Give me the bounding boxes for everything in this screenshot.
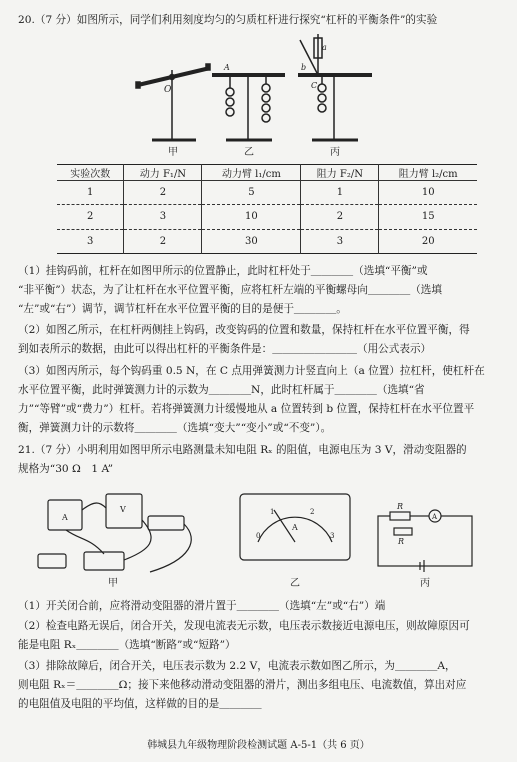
- lever-figure-bing: [298, 34, 372, 140]
- ammeter-tick-0: 0: [256, 532, 261, 540]
- cell: 10: [379, 181, 477, 205]
- q21-part1-line1: （1）开关闭合前，应将滑动变阻器的滑片置于＿＿＿＿（选填“左”或“右”）端: [18, 600, 386, 612]
- lever-figure-jia: [136, 64, 210, 140]
- q20-part1-line1: （1）挂钩码前，杠杆在如图甲所示的位置静止，此时杠杆处于＿＿＿＿（选填“平衡”或: [18, 265, 428, 277]
- cell: 20: [379, 229, 477, 253]
- caption-jia: 甲: [168, 147, 178, 158]
- caption-bing: 丙: [330, 147, 340, 158]
- fig-label-b: b: [301, 63, 307, 72]
- caption-bing: 丙: [420, 578, 430, 589]
- q20-part3-line1: （3）如图丙所示，每个钩码重 0.5 N，在 C 点用弹簧测力计竖直向上（a 位置）拉杠杆，使杠杆在: [18, 365, 485, 377]
- cell: 2: [301, 205, 379, 229]
- caption-yi: 乙: [290, 578, 300, 589]
- cell: 15: [379, 205, 477, 229]
- q20-part2-line1: （2）如图乙所示，在杠杆两侧挂上钩码，改变钩码的位置和数量，保持杠杆在水平位置平衡，得: [18, 324, 470, 336]
- lever-figure-yi: [212, 74, 285, 140]
- table-row: [57, 205, 477, 229]
- circuit-schematic-bing: [378, 510, 472, 572]
- caption-jia: 甲: [108, 578, 118, 589]
- q21-part2-line2: 能是电阻 Rₓ＿＿＿＿（选填“断路”或“短路”）: [18, 639, 236, 651]
- ammeter-tick-2: 2: [310, 508, 315, 516]
- q20-part3-line2: 水平位置平衡，此时弹簧测力计的示数为＿＿＿＿N，此时杠杆属于＿＿＿＿（选填“省: [18, 384, 425, 396]
- caption-yi: 乙: [244, 147, 254, 158]
- header-trial: 实验次数: [57, 165, 124, 181]
- schematic-label-R2: R: [398, 537, 405, 546]
- meter-label-V: V: [120, 505, 126, 514]
- circuit-figure-jia: [38, 494, 191, 572]
- cell: 2: [57, 205, 124, 229]
- experiment-table: [57, 164, 477, 254]
- table-header-row: [57, 165, 477, 181]
- meter-label-A: A: [62, 513, 68, 522]
- header-load: 阻力 F₂/N: [301, 165, 379, 181]
- q21-stem-line2: 规格为“30 Ω 1 A”: [18, 463, 114, 475]
- q21-part2-line1: （2）检查电路无误后，闭合开关，发现电流表无示数，电压表示数接近电源电压，则故障原因可: [18, 620, 470, 632]
- cell: 1: [301, 181, 379, 205]
- ammeter-tick-3: 3: [330, 532, 335, 540]
- cell: 10: [202, 205, 301, 229]
- q21-stem-line1: 21.（7 分）小明利用如图甲所示电路测量未知电阻 Rₓ 的阻值，电源电压为 3 V，滑动变阻器的: [18, 444, 467, 456]
- q20-part3-line4: 衡，弹簧测力计的示数将＿＿＿＿（选填“变大”“变小”或“不变”）。: [18, 422, 332, 434]
- cell: 1: [57, 181, 124, 205]
- schematic-label-A: A: [432, 513, 438, 521]
- header-load-arm: 阻力臂 l₂/cm: [379, 165, 477, 181]
- q20-part1-line3: “左”或“右”）调节，调节杠杆在水平位置平衡的目的是便于＿＿＿＿。: [18, 303, 347, 315]
- fig-label-C: C: [311, 81, 318, 90]
- q20-stem: 20.（7 分）如图所示，同学们利用刻度均匀的匀质杠杆进行探究“杠杆的平衡条件”的实验: [18, 14, 438, 26]
- header-effort: 动力 F₁/N: [124, 165, 202, 181]
- table-row: [57, 229, 477, 253]
- cell: 2: [124, 181, 202, 205]
- ammeter-tick-1: 1: [270, 508, 275, 516]
- q20-part1-line2: “非平衡”）状态，为了让杠杆在水平位置平衡，应将杠杆左端的平衡螺母向＿＿＿＿（选填: [18, 284, 442, 296]
- q20-figures: [0, 30, 517, 158]
- table-row: [57, 181, 477, 205]
- fig-label-a: a: [322, 43, 327, 52]
- cell: 30: [202, 229, 301, 253]
- fig-label-O: O: [164, 85, 172, 95]
- cell: 3: [57, 229, 124, 253]
- ammeter-label-A: A: [292, 523, 298, 532]
- q21-part3-line2: 则电阻 Rₓ＝＿＿＿＿Ω；接下来他移动滑动变阻器的滑片，测出多组电压、电流数值，算出对应: [18, 679, 467, 691]
- q21-part3-line3: 的电阻值及电阻的平均值，这样做的目的是＿＿＿＿: [18, 698, 262, 710]
- q20-part3-line3: 力”“等臂”或“费力”）杠杆。若将弹簧测力计缓慢地从 a 位置转到 b 位置，保持杠杆在水平位置平: [18, 403, 475, 415]
- header-effort-arm: 动力臂 l₁/cm: [202, 165, 301, 181]
- q20-part2-line2: 到如表所示的数据，由此可以得出杠杆的平衡条件是：＿＿＿＿＿＿＿＿（用公式表示）: [18, 343, 432, 355]
- page-footer: 韩城县九年级物理阶段检测试题 A-5-1（共 6 页）: [147, 740, 370, 751]
- fig-label-A: A: [224, 63, 230, 72]
- cell: 2: [124, 229, 202, 253]
- cell: 5: [202, 181, 301, 205]
- q21-part3-line1: （3）排除故障后，闭合开关，电压表示数为 2.2 V，电流表示数如图乙所示，为＿＿＿＿A，: [18, 660, 456, 672]
- schematic-label-R: R: [397, 502, 404, 511]
- q21-figures: [0, 480, 517, 590]
- cell: 3: [124, 205, 202, 229]
- cell: 3: [301, 229, 379, 253]
